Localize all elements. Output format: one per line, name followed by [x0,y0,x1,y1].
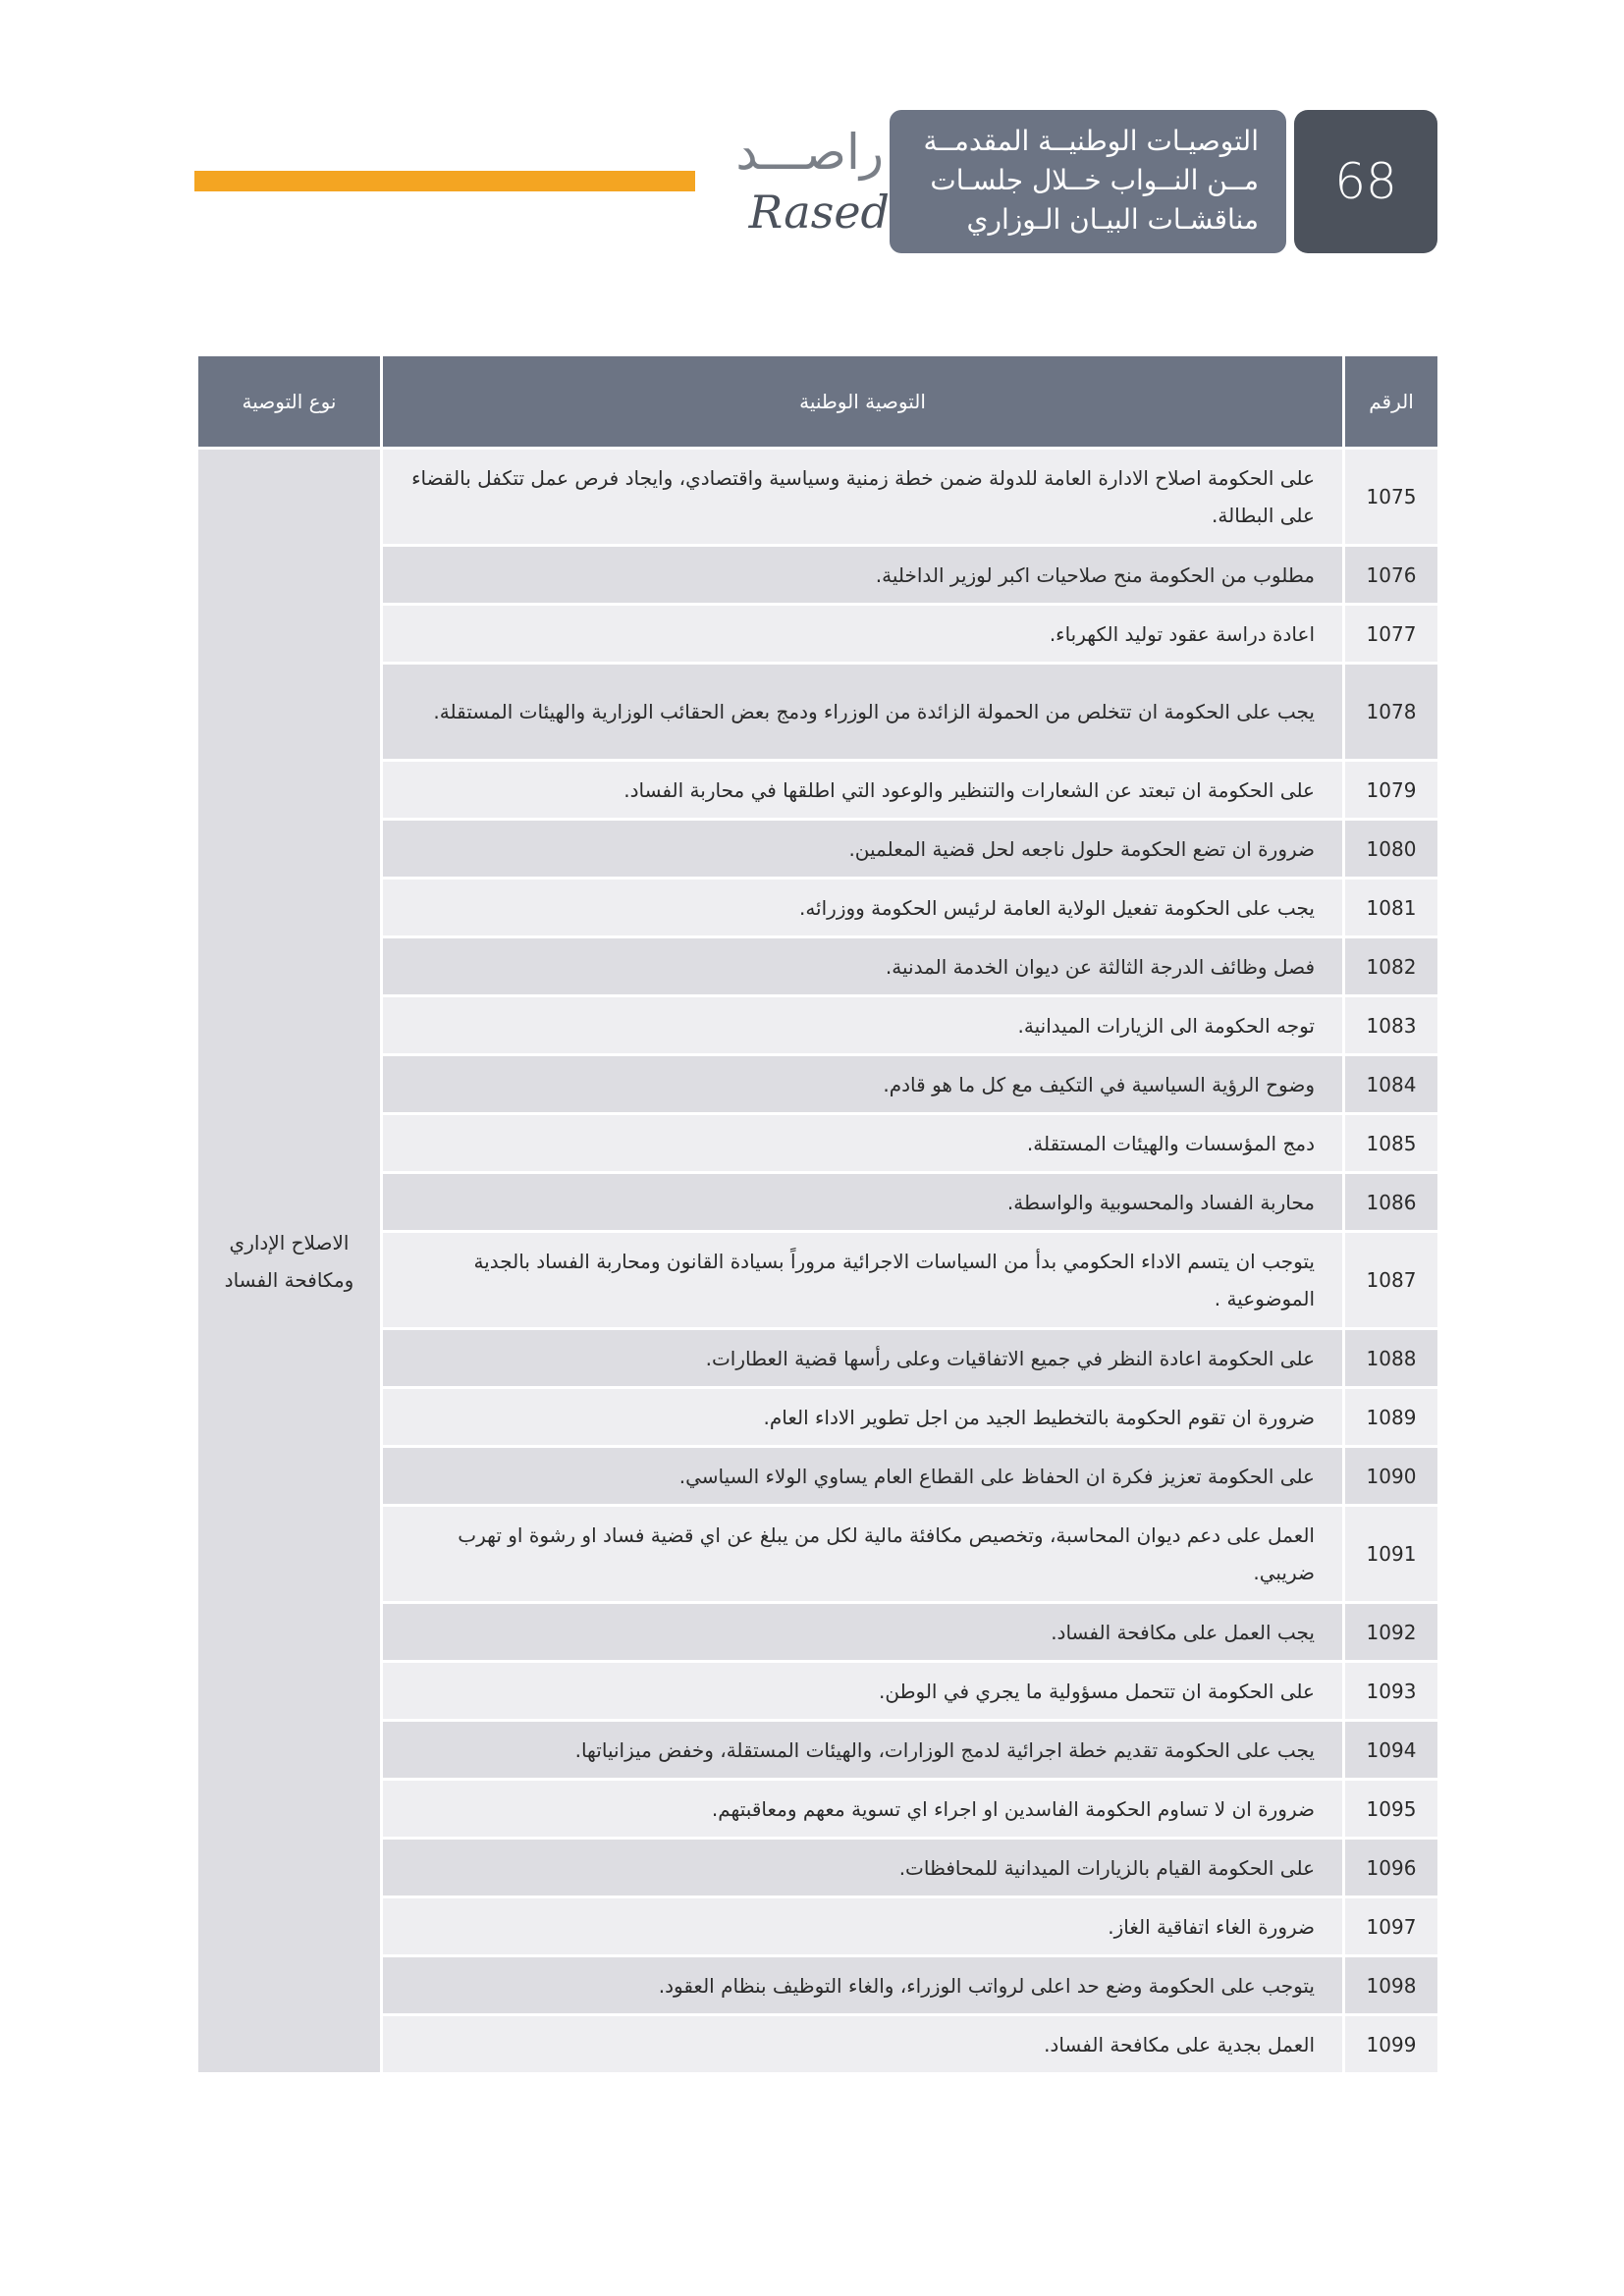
logo-latin: Rased [748,186,890,239]
recommendation-number: 1075 [1344,449,1439,546]
recommendation-text: على الحكومة تعزيز فكرة ان الحفاظ على القطاع العام يساوي الولاء السياسي. [382,1447,1344,1506]
table-row [197,820,1439,879]
table-row [197,1447,1439,1506]
recommendation-number: 1079 [1344,761,1439,820]
recommendation-text: على الحكومة اعادة النظر في جميع الاتفاقيات وعلى رأسها قضية العطارات. [382,1329,1344,1388]
recommendation-text: ضرورة ان لا تساوم الحكومة الفاسدين او اجراء اي تسوية معهم ومعاقبتهم. [382,1780,1344,1839]
recommendation-number: 1098 [1344,1956,1439,2015]
recommendation-text: يجب العمل على مكافحة الفساد. [382,1603,1344,1662]
recommendation-number: 1077 [1344,605,1439,664]
report-title-line: مــن النــواب خــلال جلسـات [930,164,1259,196]
recommendation-number: 1082 [1344,937,1439,996]
recommendation-text: ضرورة ان تضع الحكومة حلول ناجعه لحل قضية المعلمين. [382,820,1344,879]
report-title-line: مناقشـات البيـان الـوزاري [966,203,1259,236]
recommendation-number: 1089 [1344,1388,1439,1447]
table-row [197,1114,1439,1173]
recommendation-number: 1087 [1344,1232,1439,1329]
table-row [197,1662,1439,1721]
column-header-type: نوع التوصية [197,356,382,449]
table-row [197,1388,1439,1447]
recommendation-number: 1083 [1344,996,1439,1055]
recommendation-text: يجب على الحكومة تقديم خطة اجرائية لدمج الوزارات، والهيئات المستقلة، وخفض ميزانياتها. [382,1721,1344,1780]
table-row [197,879,1439,937]
recommendation-text: على الحكومة القيام بالزيارات الميدانية للمحافظات. [382,1839,1344,1897]
recommendation-text: وضوح الرؤية السياسية في التكيف مع كل ما هو قادم. [382,1055,1344,1114]
recommendation-text: ضرورة ان تقوم الحكومة بالتخطيط الجيد من اجل تطوير الاداء العام. [382,1388,1344,1447]
column-header-number: الرقم [1344,356,1439,449]
recommendation-number: 1090 [1344,1447,1439,1506]
recommendation-number: 1081 [1344,879,1439,937]
recommendation-text: يجب على الحكومة تفعيل الولاية العامة لرئيس الحكومة ووزرائه. [382,879,1344,937]
recommendation-text: اعادة دراسة عقود توليد الكهرباء. [382,605,1344,664]
recommendation-text: محاربة الفساد والمحسوبية والواسطة. [382,1173,1344,1232]
recommendation-text: العمل على دعم ديوان المحاسبة، وتخصيص مكافئة مالية لكل من يبلغ عن اي قضية فساد او رشوة او تهرب ضريبي. [382,1506,1344,1603]
recommendation-text: على الحكومة ان تتحمل مسؤولية ما يجري في الوطن. [382,1662,1344,1721]
recommendation-number: 1093 [1344,1662,1439,1721]
table-row [197,996,1439,1055]
recommendation-number: 1078 [1344,664,1439,761]
table-row [197,1232,1439,1329]
recommendation-text: فصل وظائف الدرجة الثالثة عن ديوان الخدمة المدنية. [382,937,1344,996]
logo-arabic: راصـــد [735,124,884,181]
recommendation-number: 1088 [1344,1329,1439,1388]
recommendation-text: يتوجب ان يتسم الاداء الحكومي بدأ من السياسات الاجرائية مروراً بسيادة القانون ومحاربة الفساد بالجدية الموضوعية . [382,1232,1344,1329]
table-row [197,1839,1439,1897]
report-title-line: التوصيـات الوطنيــة المقدمــة [923,125,1259,157]
page-number: 68 [1294,110,1437,253]
recommendation-number: 1097 [1344,1897,1439,1956]
recommendation-text: على الحكومة ان تبعتد عن الشعارات والتنظير والوعود التي اطلقها في محاربة الفساد. [382,761,1344,820]
recommendation-number: 1084 [1344,1055,1439,1114]
recommendations-table [195,356,1440,2075]
recommendation-text: ضرورة الغاء اتفاقية الغاز. [382,1897,1344,1956]
recommendation-text: مطلوب من الحكومة منح صلاحيات اكبر لوزير الداخلية. [382,546,1344,605]
header-accent-bar [194,171,695,191]
table-row [197,1603,1439,1662]
table-row [197,937,1439,996]
table-row [197,2015,1439,2074]
recommendation-text: يتوجب على الحكومة وضع حد اعلى لرواتب الوزراء، والغاء التوظيف بنظام العقود. [382,1956,1344,2015]
table-header-row [197,356,1439,449]
recommendation-type: الاصلاح الإداري ومكافحة الفساد [197,449,382,2074]
table-row [197,1055,1439,1114]
recommendation-text: العمل بجدية على مكافحة الفساد. [382,2015,1344,2074]
recommendation-number: 1094 [1344,1721,1439,1780]
recommendation-number: 1086 [1344,1173,1439,1232]
recommendation-number: 1092 [1344,1603,1439,1662]
table-row [197,1956,1439,2015]
table-row [197,1329,1439,1388]
recommendation-number: 1099 [1344,2015,1439,2074]
table-row [197,761,1439,820]
table-row [197,1173,1439,1232]
table-row [197,449,1439,546]
recommendation-text: دمج المؤسسات والهيئات المستقلة. [382,1114,1344,1173]
recommendation-text: على الحكومة اصلاح الادارة العامة للدولة ضمن خطة زمنية وسياسية واقتصادي، وايجاد فرص عمل تتكفل بالقضاء على البطالة. [382,449,1344,546]
recommendation-number: 1076 [1344,546,1439,605]
column-header-recommendation: التوصية الوطنية [382,356,1344,449]
recommendation-number: 1085 [1344,1114,1439,1173]
recommendation-number: 1091 [1344,1506,1439,1603]
recommendation-text: توجه الحكومة الى الزيارات الميدانية. [382,996,1344,1055]
recommendation-number: 1095 [1344,1780,1439,1839]
recommendation-text: يجب على الحكومة ان تتخلص من الحمولة الزائدة من الوزراء ودمج بعض الحقائب الوزارية والهيئات المستقلة. [382,664,1344,761]
table-row [197,1721,1439,1780]
recommendation-number: 1096 [1344,1839,1439,1897]
recommendation-number: 1080 [1344,820,1439,879]
report-title-box [890,110,1286,253]
table-row [197,1780,1439,1839]
table-row [197,1506,1439,1603]
table-row [197,664,1439,761]
table-row [197,605,1439,664]
table-row [197,1897,1439,1956]
table-row [197,546,1439,605]
